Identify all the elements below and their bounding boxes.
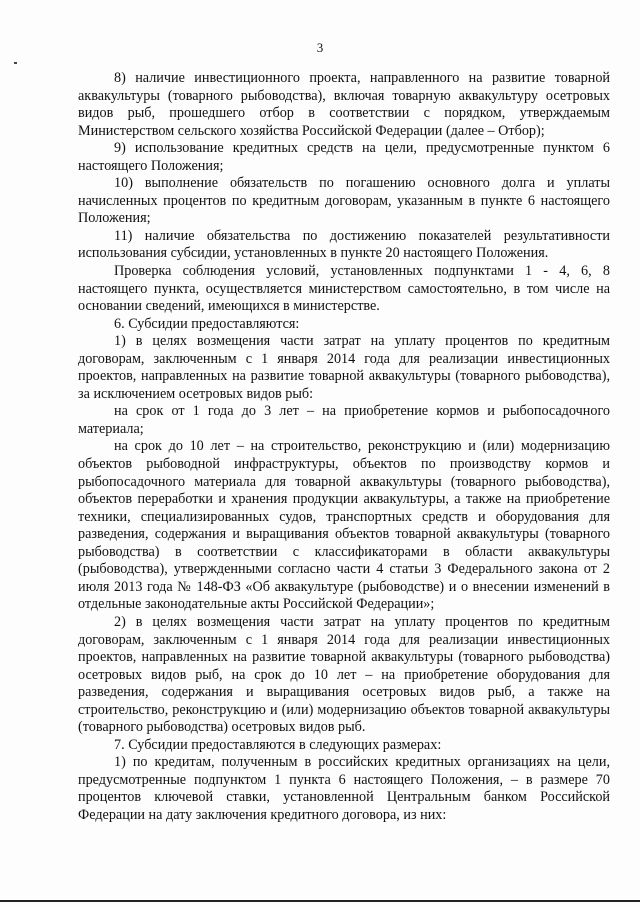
paragraph: 1) в целях возмещения части затрат на уплату процентов по кредитным договорам, заключенным с 1 января 2014 года для реализации инвестиционных проектов, направленных на развитие товарной аквакультуры (товарного рыбоводства), за исключением осетровых видов рыб: [78,333,610,402]
paragraph: 6. Субсидии предоставляются: [114,315,300,332]
paragraph: на срок до 10 лет – на строительство, реконструкцию и (или) модернизацию объектов рыбоводной инфраструктуры, объектов по производству кормов и рыбопосадочного материала для товарной аквакультуры (товарного рыбоводства), объектов переработки и хранения продукции аквакультуры, а также на приобретение техники, специализированных судов, транспортных средств и оборудования для разведения, содержания и выращивания объектов товарной аквакультуры (товарного рыбоводства) в соответствии с классификаторами в области аквакультуры (рыбоводства), утвержденными согласно части 4 статьи 3 Федерального закона от 2 июля 2013 года № 148-ФЗ «Об аквакультуре (рыбоводстве) и о внесении изменений в отдельные законодательные акты Российской Федерации»; [78,438,610,613]
scan-edge-line [0,900,640,902]
scan-artifact [14,62,17,64]
paragraph: 2) в целях возмещения части затрат на уплату процентов по кредитным договорам, заключенным с 1 января 2014 года для реализации инвестиционных проектов, направленных на развитие товарной аквакультуры (товарного рыбоводства) осетровых видов рыб, на срок до 10 лет – на приобретение оборудования для разведения, содержания и выращивания осетровых видов рыб, а также на строительство, реконструкцию и (или) модернизацию объектов товарной аквакультуры (товарного рыбоводства) осетровых видов рыб. [78,613,610,736]
document-body [78,70,610,825]
paragraph: 7. Субсидии предоставляются в следующих размерах: [114,736,442,753]
paragraph: Проверка соблюдения условий, установленных подпунктами 1 - 4, 6, 8 настоящего пункта, осуществляется министерством самостоятельно, в том числе на основании сведений, имеющихся в министерстве. [78,263,610,315]
page-number: 3 [316,40,324,55]
paragraph: 11) наличие обязательства по достижению показателей результативности использования субсидии, установленных в пункте 20 настоящего Положения. [78,227,610,262]
paragraph: 10) выполнение обязательств по погашению основного долга и уплаты начисленных процентов по кредитным договорам, указанным в пункте 6 настоящего Положения; [78,175,610,227]
paragraph: 8) наличие инвестиционного проекта, направленного на развитие товарной аквакультуры (товарного рыбоводства), включая товарную аквакультуру осетровых видов рыб, прошедшего отбор в соответствии с порядком, утверждаемым Министерством сельского хозяйства Российской Федерации (далее – Отбор); [78,70,610,139]
paragraph: 9) использование кредитных средств на цели, предусмотренные пунктом 6 настоящего Положения; [78,140,610,174]
paragraph: 1) по кредитам, полученным в российских кредитных организациях на цели, предусмотренные подпунктом 1 пункта 6 настоящего Положения, – в размере 70 процентов ключевой ставки, установленной Центральным банком Российской Федерации на дату заключения кредитного договора, из них: [78,754,610,823]
paragraph: на срок от 1 года до 3 лет – на приобретение кормов и рыбопосадочного материала; [78,403,610,437]
